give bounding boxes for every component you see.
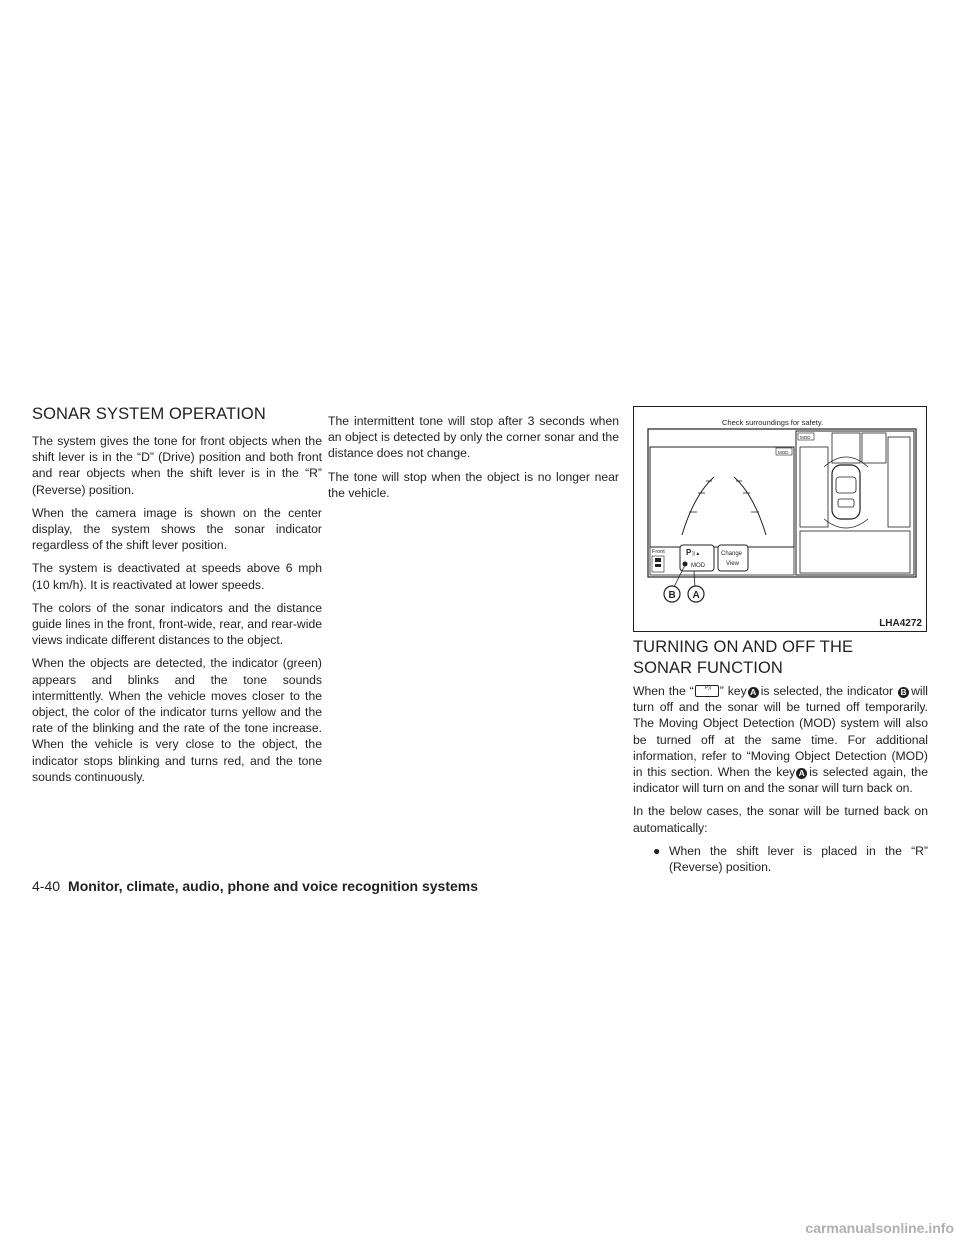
svg-text:P: P — [686, 548, 692, 557]
callout-a-inline: A — [748, 687, 759, 698]
page-number: 4-40 — [32, 878, 61, 894]
column-right-body — [633, 683, 928, 882]
svg-text:))▲: ))▲ — [692, 551, 701, 557]
figure-sonar-display — [633, 406, 927, 632]
paragraph: When the camera image is shown on the center display, the system shows the sonar indicator regardless of the shift lever position. — [32, 505, 322, 553]
front-label: Front — [652, 549, 665, 555]
mod-button-label: MOD — [691, 563, 705, 569]
banner-text: Check surroundings for safety. — [722, 418, 824, 427]
page-footer — [32, 878, 478, 894]
callout-a-inline: A — [796, 768, 807, 779]
watermark: carmanualsonline.info — [805, 1220, 954, 1236]
svg-text:B: B — [668, 590, 676, 601]
bullet-icon: ● — [653, 843, 661, 858]
sonar-key-icon: P)) — [695, 685, 719, 697]
column-left-body — [32, 433, 322, 792]
list-item: ● When the shift lever is placed in the “R” (Reverse) position. — [653, 843, 928, 875]
section-heading-sonar-operation: SONAR SYSTEM OPERATION — [32, 405, 266, 423]
column-middle-body — [328, 413, 619, 508]
change-view-button[interactable] — [718, 545, 748, 571]
svg-text:View: View — [726, 561, 739, 567]
mod-tag-right: MOD — [800, 435, 811, 440]
paragraph: The intermittent tone will stop after 3 seconds when an object is detected by only the corner sonar and the distance does not change. — [328, 414, 619, 461]
section-title: Monitor, climate, audio, phone and voice recognition systems — [68, 878, 478, 894]
display-illustration — [634, 407, 926, 631]
paragraph: The system gives the tone for front objects when the shift lever is in the “D” (Drive) position and both front and rear objects when the shift lever is in the “R” (Reverse) position. — [32, 434, 322, 497]
section-heading-turning-on-off: TURNING ON AND OFF THE SONAR FUNCTION — [633, 638, 854, 677]
svg-text:A: A — [692, 590, 700, 601]
callout-b-inline: B — [898, 687, 909, 698]
paragraph: The tone will stop when the object is no longer near the vehicle. — [328, 469, 619, 500]
mod-tag-left: MOD — [778, 450, 789, 455]
paragraph: When the objects are detected, the indicator (green) appears and blinks and the tone sounds intermittently. When the vehicle moves closer to the object, the color of the indicator turns yellow and the rate of the blinking and the rate of the tone increase. When the vehicle is very close to the object, the indicator stops blinking and turns red, and the tone sounds continuously. — [32, 656, 322, 784]
paragraph: In the below cases, the sonar will be turned back on automatically: — [633, 804, 928, 835]
paragraph: When the “ P)) ” key A is selected, the indicator B will turn off and the sonar will be turned off temporarily. The Moving Object Detection (MOD) system will also be turned off at the same time. For additional information, refer to “Moving Object Detection (MOD) in this section. When the key A is selected again, the indicator will turn on and the sonar will turn back on. — [633, 684, 928, 796]
paragraph: The colors of the sonar indicators and the distance guide lines in the front, front-wide, rear, and rear-wide views indicate different distances to the object. — [32, 600, 322, 648]
svg-text:Change: Change — [721, 551, 743, 557]
figure-id: LHA4272 — [879, 618, 922, 629]
paragraph: The system is deactivated at speeds above 6 mph (10 km/h). It is reactivated at lower speeds. — [32, 561, 322, 592]
